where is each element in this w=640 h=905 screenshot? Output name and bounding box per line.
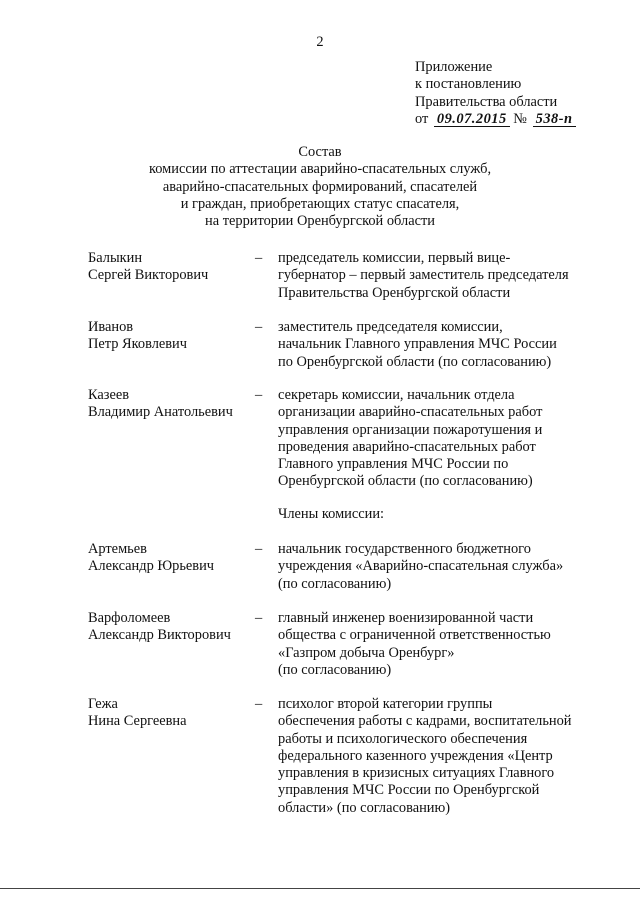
page-bottom-rule: [0, 888, 640, 889]
title-line: комиссии по аттестации аварийно-спасательных служб,: [148, 161, 492, 178]
number-label: №: [513, 110, 528, 127]
dash-separator: –: [255, 250, 263, 266]
role-line: Главного управления МЧС России по: [278, 456, 509, 473]
page-number: 2: [316, 34, 324, 50]
date-value: 09.07.2015: [434, 113, 510, 127]
title-line: на территории Оренбургской области: [205, 213, 435, 230]
role-line: управления МЧС России по Оренбургской: [278, 782, 540, 799]
role-line: Правительства Оренбургской области: [278, 284, 511, 301]
member-surname: Гежа: [88, 696, 118, 712]
role-line: федерального казенного учреждения «Центр: [278, 747, 553, 764]
dash-separator: –: [255, 696, 263, 712]
role-line: по Оренбургской области (по согласованию): [278, 353, 552, 370]
from-label: от: [415, 110, 429, 127]
member-role: [278, 610, 598, 679]
member-name: [88, 319, 258, 354]
role-line: (по согласованию): [278, 661, 392, 678]
member-name: [88, 610, 258, 645]
role-line: общества с ограниченной ответственностью: [278, 627, 551, 644]
role-line: заместитель председателя комиссии,: [278, 319, 503, 335]
role-line: Оренбургской области (по согласованию): [278, 473, 533, 490]
title-line: аварийно-спасательных формирований, спасателей: [162, 178, 478, 195]
member-name: [88, 541, 258, 576]
role-line: работы и психологического обеспечения: [278, 730, 528, 747]
members-heading: Члены комиссии:: [278, 506, 385, 522]
member-given-name: Сергей Викторович: [88, 267, 209, 284]
dash-separator: –: [255, 387, 263, 403]
member-given-name: Владимир Анатольевич: [88, 404, 233, 421]
title-line: и граждан, приобретающих статус спасателя,: [180, 195, 460, 212]
dash-separator: –: [255, 541, 263, 557]
title-heading: Состав: [298, 144, 342, 160]
role-line: губернатор – первый заместитель председателя: [278, 267, 569, 284]
member-role: [278, 250, 598, 302]
role-line: секретарь комиссии, начальник отдела: [278, 387, 515, 403]
member-given-name: Александр Юрьевич: [88, 558, 215, 575]
role-line: управления организации пожаротушения и: [278, 421, 543, 438]
member-role: [278, 319, 598, 371]
dash-separator: –: [255, 610, 263, 626]
role-line: начальник Главного управления МЧС России: [278, 336, 557, 353]
member-role: [278, 387, 598, 491]
role-line: (по согласованию): [278, 575, 392, 592]
role-line: «Газпром добыча Оренбург»: [278, 644, 455, 661]
document-title: [0, 144, 640, 230]
member-given-name: Петр Яковлевич: [88, 336, 187, 353]
role-line: организации аварийно-спасательных работ: [278, 404, 543, 421]
appendix-date-number: [415, 111, 576, 128]
role-line: проведения аварийно-спасательных работ: [278, 438, 536, 455]
role-line: психолог второй категории группы: [278, 696, 493, 712]
member-surname: Артемьев: [88, 541, 147, 557]
member-role: [278, 696, 598, 817]
member-surname: Балыкин: [88, 250, 143, 266]
number-value: 538-п: [533, 113, 576, 127]
member-role: [278, 541, 598, 593]
member-name: [88, 696, 258, 731]
member-surname: Казеев: [88, 387, 130, 403]
member-surname: Варфоломеев: [88, 610, 171, 626]
member-name: [88, 387, 258, 422]
appendix-line-3: Правительства области: [415, 93, 558, 110]
role-line: управления в кризисных ситуациях Главного: [278, 765, 555, 782]
appendix-block: [415, 59, 576, 128]
role-line: начальник государственного бюджетного: [278, 541, 531, 557]
member-given-name: Александр Викторович: [88, 627, 231, 644]
member-name: [88, 250, 258, 285]
member-surname: Иванов: [88, 319, 134, 335]
dash-separator: –: [255, 319, 263, 335]
role-line: председатель комиссии, первый вице-: [278, 250, 511, 266]
role-line: учреждения «Аварийно-спасательная служба»: [278, 558, 564, 575]
member-given-name: Нина Сергеевна: [88, 713, 187, 730]
appendix-line-2: к постановлению: [415, 76, 522, 93]
role-line: области» (по согласованию): [278, 799, 451, 816]
role-line: главный инженер военизированной части: [278, 610, 534, 626]
role-line: обеспечения работы с кадрами, воспитательной: [278, 713, 572, 730]
appendix-line-1: Приложение: [415, 59, 493, 75]
